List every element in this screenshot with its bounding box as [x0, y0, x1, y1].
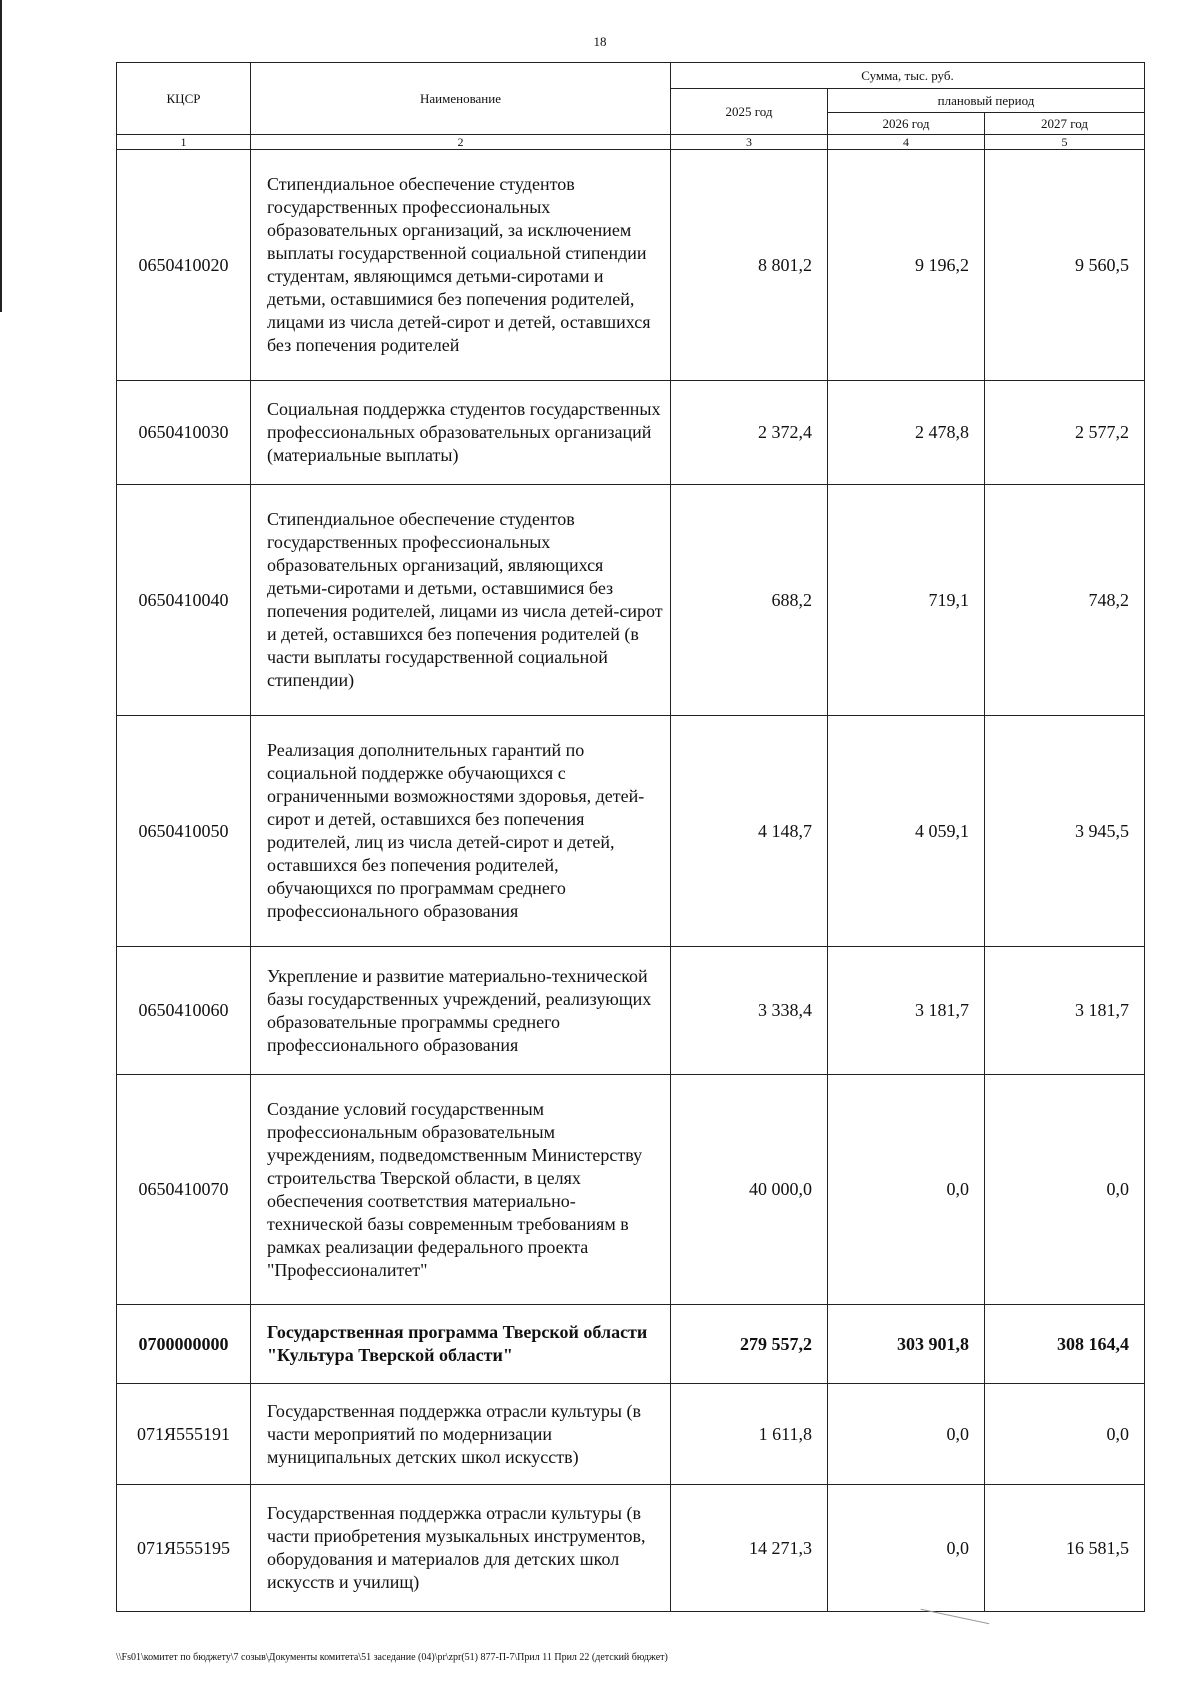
row-code: 071Я555195 [117, 1485, 251, 1612]
row-name: Социальная поддержка студентов государственных профессиональных образовательных организаций (материальные выплаты) [251, 381, 671, 485]
header-planned-period: плановый период [828, 89, 1145, 113]
row-code: 0650410020 [117, 150, 251, 381]
row-value-2026: 2 478,8 [828, 381, 985, 485]
row-name: Государственная поддержка отрасли культуры (в части мероприятий по модернизации муниципальных детских школ искусств) [251, 1384, 671, 1485]
row-value-2025: 1 611,8 [671, 1384, 828, 1485]
row-value-2026: 3 181,7 [828, 947, 985, 1075]
row-name: Реализация дополнительных гарантий по социальной поддержке обучающихся с ограниченными возможностями здоровья, детей-сирот и детей, оставшихся без попечения родителей, лиц из числа детей-сирот и детей, оставшихся без попечения родителей, обучающихся по программам среднего профессионального образования [251, 716, 671, 947]
row-value-2026: 4 059,1 [828, 716, 985, 947]
row-value-2025: 279 557,2 [671, 1305, 828, 1384]
row-value-2027: 3 945,5 [985, 716, 1145, 947]
row-value-2026: 719,1 [828, 485, 985, 716]
budget-table [116, 62, 1145, 1612]
table-row [117, 381, 1145, 485]
row-name: Создание условий государственным профессиональным образовательным учреждениям, подведомственным Министерству строительства Тверской области, в целях обеспечения соответствия материально-технической базы современным требованиям в рамках реализации федерального проекта "Профессионалитет" [251, 1075, 671, 1305]
row-name: Укрепление и развитие материально-технической базы государственных учреждений, реализующих образовательные программы среднего профессионального образования [251, 947, 671, 1075]
row-code: 071Я555191 [117, 1384, 251, 1485]
row-code: 0650410050 [117, 716, 251, 947]
table-row [117, 485, 1145, 716]
row-value-2025: 3 338,4 [671, 947, 828, 1075]
header-name: Наименование [251, 63, 671, 135]
table-row [117, 150, 1145, 381]
header-year-2025: 2025 год [671, 89, 828, 135]
column-number: 2 [251, 135, 671, 150]
table-row [117, 716, 1145, 947]
table-row [117, 1384, 1145, 1485]
column-number: 3 [671, 135, 828, 150]
row-value-2026: 0,0 [828, 1384, 985, 1485]
row-value-2027: 0,0 [985, 1384, 1145, 1485]
row-value-2026: 303 901,8 [828, 1305, 985, 1384]
row-value-2027: 2 577,2 [985, 381, 1145, 485]
row-value-2027: 0,0 [985, 1075, 1145, 1305]
row-name: Государственная поддержка отрасли культуры (в части приобретения музыкальных инструментов, оборудования и материалов для детских школ искусств и училищ) [251, 1485, 671, 1612]
header-year-2027: 2027 год [985, 113, 1145, 135]
table-row-program-total [117, 1305, 1145, 1384]
row-value-2025: 40 000,0 [671, 1075, 828, 1305]
row-value-2025: 8 801,2 [671, 150, 828, 381]
page-number: 18 [593, 34, 607, 49]
row-value-2027: 9 560,5 [985, 150, 1145, 381]
row-value-2027: 748,2 [985, 485, 1145, 716]
row-value-2026: 0,0 [828, 1075, 985, 1305]
row-code: 0650410070 [117, 1075, 251, 1305]
column-number: 4 [828, 135, 985, 150]
header-code: КЦСР [117, 63, 251, 135]
row-name: Стипендиальное обеспечение студентов государственных профессиональных образовательных организаций, за исключением выплаты государственной социальной стипендии студентам, являющимся детьми-сиротами и детьми, оставшимися без попечения родителей, лицами из числа детей-сирот и детей, оставшихся без попечения родителей [251, 150, 671, 381]
row-value-2025: 14 271,3 [671, 1485, 828, 1612]
column-number: 1 [117, 135, 251, 150]
row-value-2025: 688,2 [671, 485, 828, 716]
table-row [117, 947, 1145, 1075]
row-code: 0650410060 [117, 947, 251, 1075]
row-value-2025: 4 148,7 [671, 716, 828, 947]
column-number: 5 [985, 135, 1145, 150]
table-row [117, 1075, 1145, 1305]
row-value-2027: 308 164,4 [985, 1305, 1145, 1384]
row-value-2027: 3 181,7 [985, 947, 1145, 1075]
row-value-2027: 16 581,5 [985, 1485, 1145, 1612]
header-year-2026: 2026 год [828, 113, 985, 135]
row-code: 0650410030 [117, 381, 251, 485]
row-code: 0650410040 [117, 485, 251, 716]
row-code: 0700000000 [117, 1305, 251, 1384]
row-value-2025: 2 372,4 [671, 381, 828, 485]
row-value-2026: 9 196,2 [828, 150, 985, 381]
row-name: Государственная программа Тверской области "Культура Тверской области" [251, 1305, 671, 1384]
table-row [117, 1485, 1145, 1612]
footer-file-path: \\Fs01\комитет по бюджету\7 созыв\Документы комитета\51 заседание (04)\pr\zpr(51) 877-П-7\Прил 11 Прил 22 (детский бюджет) [116, 1652, 668, 1663]
row-value-2026: 0,0 [828, 1485, 985, 1612]
row-name: Стипендиальное обеспечение студентов государственных профессиональных образовательных организаций, являющихся детьми-сиротами и детьми, оставшимися без попечения родителей, лицами из числа детей-сирот и детей, оставшихся без попечения родителей (в части выплаты государственной социальной стипендии) [251, 485, 671, 716]
header-sum: Сумма, тыс. руб. [671, 63, 1145, 89]
table-header [117, 63, 1145, 150]
